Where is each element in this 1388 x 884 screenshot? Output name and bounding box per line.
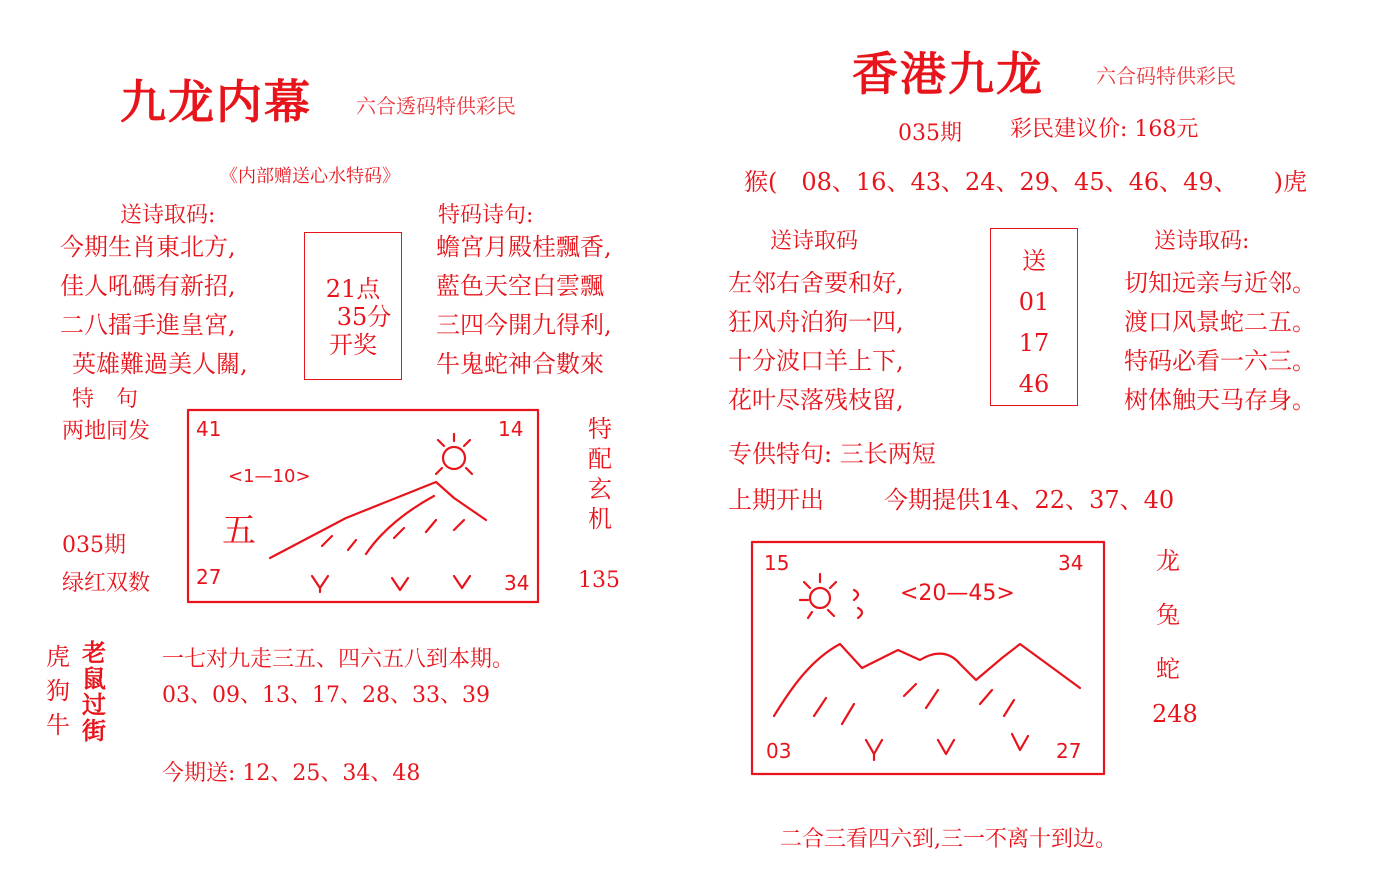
right-poem-left [728,264,904,420]
last-out-label: 上期开出 [728,486,824,514]
tema-line: 藍色天空白雲飄 [436,272,604,300]
tema-line: 三四今開九得利, [436,311,612,339]
sketch-corner-bl: 03 [766,739,792,763]
poem-line: 狂风舟泊狗一四, [728,308,904,336]
laoshu-char: 过 [82,690,106,719]
tema-poem [436,228,612,384]
send-line: 今期送: 12、25、34、48 [162,761,421,786]
poem-line: 切知远亲与近邻。 [1124,269,1316,297]
liangdi-label: 两地同发 [62,419,151,444]
grass-icon [866,734,1028,760]
sketch-corner-tl: 15 [764,551,790,575]
time-minute: 35分 [336,303,392,331]
animal-char: 龙 [1156,547,1180,575]
special-line: 专供特句: 三长两短 [728,440,936,468]
left-inner-note: 《内部赠送心水特码》 [220,166,400,187]
sketch-arrow: <1—10> [228,466,311,487]
left-right-number: 135 [578,568,620,593]
animal-number: 248 [1152,700,1198,728]
send-number: 46 [1018,370,1050,398]
poem-line: 树体触天马存身。 [1124,386,1316,414]
sketch-corner-bl: 27 [196,565,222,589]
te-ju-label: 特 句 [72,387,139,412]
right-title: 香港九龙 [852,47,1044,101]
poem-line: 渡口风景蛇二五。 [1124,308,1316,336]
sketch-corner-tr: 34 [1058,551,1084,575]
send-number: 17 [1018,329,1050,357]
poem-line: 英雄難過美人關, [72,350,248,378]
sketch-corner-br: 27 [1056,739,1082,763]
lvhong-label: 绿红双数 [62,571,151,596]
sun-icon [436,434,472,474]
laoshu-char: 鼠 [82,664,106,693]
send-number: 01 [1018,288,1050,316]
sketch-character: 五 [222,511,256,551]
grass-icon [312,576,470,592]
tema-label: 特码诗句: [438,203,534,228]
zodiac-char: 牛 [46,711,70,739]
animal-char: 蛇 [1156,655,1180,683]
zodiac-column [46,640,70,742]
laoshu-char: 街 [82,716,106,745]
poem-line: 十分波口羊上下, [728,347,904,375]
laoshu-column [82,640,106,744]
draw-time-box [304,232,402,380]
vertical-char: 玄 [588,475,612,503]
rule-line: 一七对九走三五、四六五八到本期。 [162,647,515,672]
right-sketch [750,540,1106,776]
left-poem [60,228,248,384]
right-period: 035期 [898,121,962,146]
poem-label-right: 送诗取码: [1154,229,1250,254]
tema-line: 蟾宮月殿桂飄香, [436,233,612,261]
sketch-arrow: <20—45> [900,581,1015,606]
vertical-char: 特 [588,415,612,443]
sketch-corner-tr: 14 [498,417,524,441]
poem-line: 花叶尽落残枝留, [728,386,904,414]
poem-label-left: 送诗取码 [770,229,859,254]
laoshu-char: 老 [82,638,106,667]
animal-char: 兔 [1156,601,1180,629]
poem-line: 佳人吼碼有新招, [60,272,236,300]
left-subtitle: 六合透码特供彩民 [356,94,516,118]
zodiac-char: 狗 [46,677,70,705]
time-label: 开奖 [329,331,377,359]
left-title: 九龙内幕 [120,75,312,129]
left-period: 035期 [62,533,126,558]
mountain-icon [270,482,486,558]
left-poem-label: 送诗取码: [120,203,216,228]
right-poem-right [1124,264,1316,420]
right-subtitle: 六合码特供彩民 [1096,64,1236,88]
send-numbers-box [990,228,1078,406]
footer-line: 二合三看四六到,三一不离十到边。 [780,827,1117,852]
send-label: 送 [1022,247,1046,275]
numbers-line: 03、09、13、17、28、33、39 [162,683,490,708]
sketch-corner-br: 34 [504,571,530,595]
sun-icon [800,574,862,618]
animal-column [1156,534,1180,696]
price: 彩民建议价: 168元 [1010,117,1199,142]
time-hour: 21点 [325,275,381,303]
zodiac-char: 虎 [46,643,70,671]
this-provides: 今期提供14、22、37、40 [884,486,1175,514]
vertical-char: 机 [588,505,612,533]
poem-line: 特码必看一六三。 [1124,347,1316,375]
left-sketch [186,408,540,604]
te-pei-xuan-ji [588,414,612,534]
poem-line: 今期生肖東北方, [60,233,236,261]
poem-line: 二八擂手進皇宮, [60,311,236,339]
tema-line: 牛鬼蛇神合數來 [436,350,604,378]
vertical-char: 配 [588,445,612,473]
sketch-corner-tl: 41 [196,417,222,441]
poem-line: 左邻右舍要和好, [728,269,904,297]
monkey-line: 猴( 08、16、43、24、29、45、46、49、 )虎 [744,168,1308,196]
